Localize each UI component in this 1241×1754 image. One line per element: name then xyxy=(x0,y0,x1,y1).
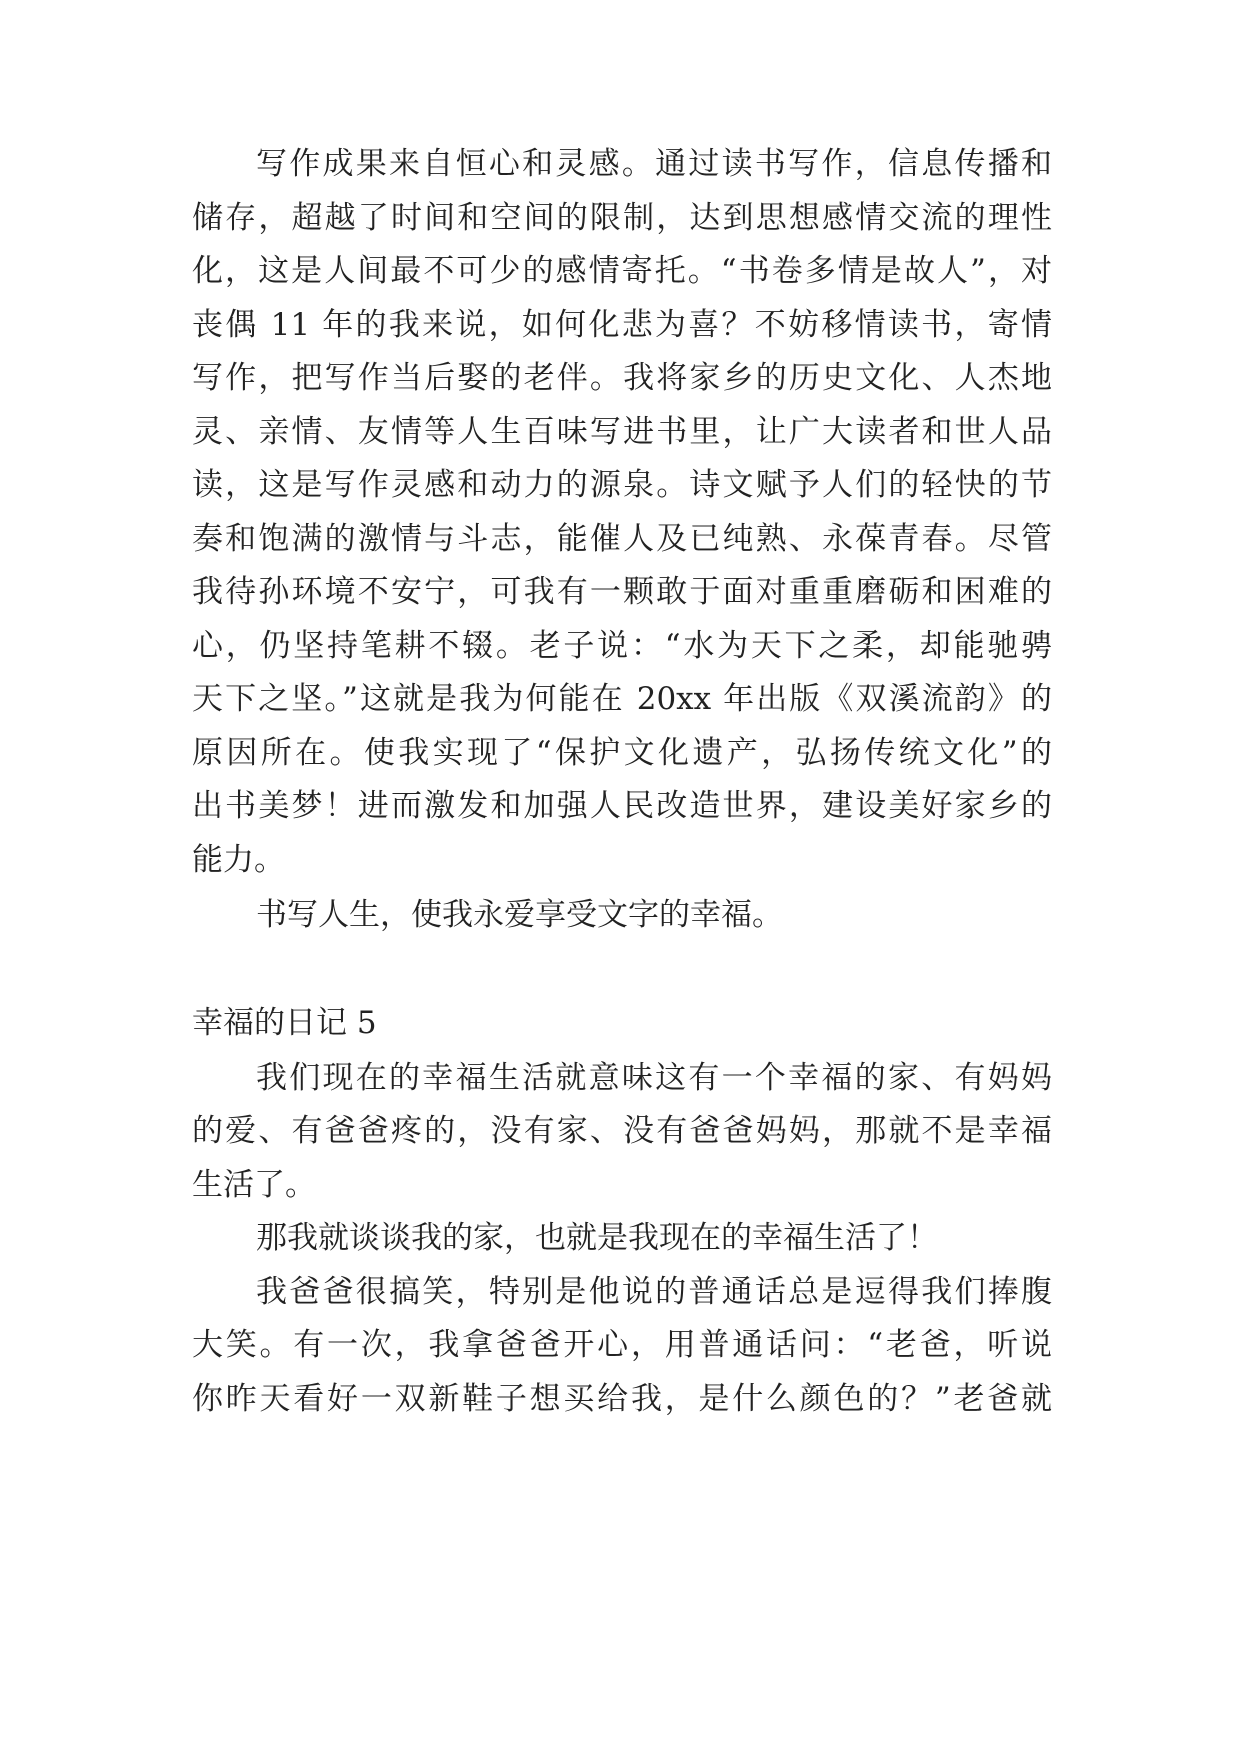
text-line: 你昨天看好一双新鞋子想买给我，是什么颜色的？”老爸就 xyxy=(192,1381,1052,1417)
text-line: 我爸爸很搞笑，特别是他说的普通话总是逗得我们捧腹 xyxy=(256,1274,1052,1310)
text-line: 灵、亲情、友情等人生百味写进书里，让广大读者和世人品 xyxy=(192,414,1052,450)
text-line: 我待孙环境不安宁，可我有一颗敢于面对重重磨砺和困难的 xyxy=(192,574,1052,610)
text-line: 写作，把写作当后娶的老伴。我将家乡的历史文化、人杰地 xyxy=(192,360,1052,396)
text-line: 原因所在。使我实现了“保护文化遗产，弘扬传统文化”的 xyxy=(192,735,1052,771)
text-line: 的爱、有爸爸疼的，没有家、没有爸爸妈妈，那就不是幸福 xyxy=(192,1113,1052,1149)
text-line: 丧偶 11 年的我来说，如何化悲为喜？不妨移情读书，寄情 xyxy=(192,307,1052,343)
text-line: 奏和饱满的激情与斗志，能催人及已纯熟、永葆青春。尽管 xyxy=(192,521,1052,557)
text-line: 书写人生，使我永爱享受文字的幸福。 xyxy=(256,897,783,933)
text-line: 化，这是人间最不可少的感情寄托。“书卷多情是故人”，对 xyxy=(192,253,1052,289)
text-line: 写作成果来自恒心和灵感。通过读书写作，信息传播和 xyxy=(256,146,1052,182)
text-line: 出书美梦！进而激发和加强人民改造世界，建设美好家乡的 xyxy=(192,788,1052,824)
text-line: 天下之坚。”这就是我为何能在 20xx 年出版《双溪流韵》的 xyxy=(192,681,1052,717)
text-line: 心，仍坚持笔耕不辍。老子说：“水为天下之柔，却能驰骋 xyxy=(192,628,1052,664)
text-line: 那我就谈谈我的家，也就是我现在的幸福生活了！ xyxy=(256,1220,938,1256)
text-line: 生活了。 xyxy=(192,1167,316,1203)
text-line: 读，这是写作灵感和动力的源泉。诗文赋予人们的轻快的节 xyxy=(192,467,1052,503)
text-line: 储存，超越了时间和空间的限制，达到思想感情交流的理性 xyxy=(192,200,1052,236)
text-line: 我们现在的幸福生活就意味这有一个幸福的家、有妈妈 xyxy=(256,1060,1052,1096)
text-line: 能力。 xyxy=(192,842,285,878)
text-line: 大笑。有一次，我拿爸爸开心，用普通话问：“老爸，听说 xyxy=(192,1327,1052,1363)
section-heading: 幸福的日记 5 xyxy=(192,1005,377,1041)
